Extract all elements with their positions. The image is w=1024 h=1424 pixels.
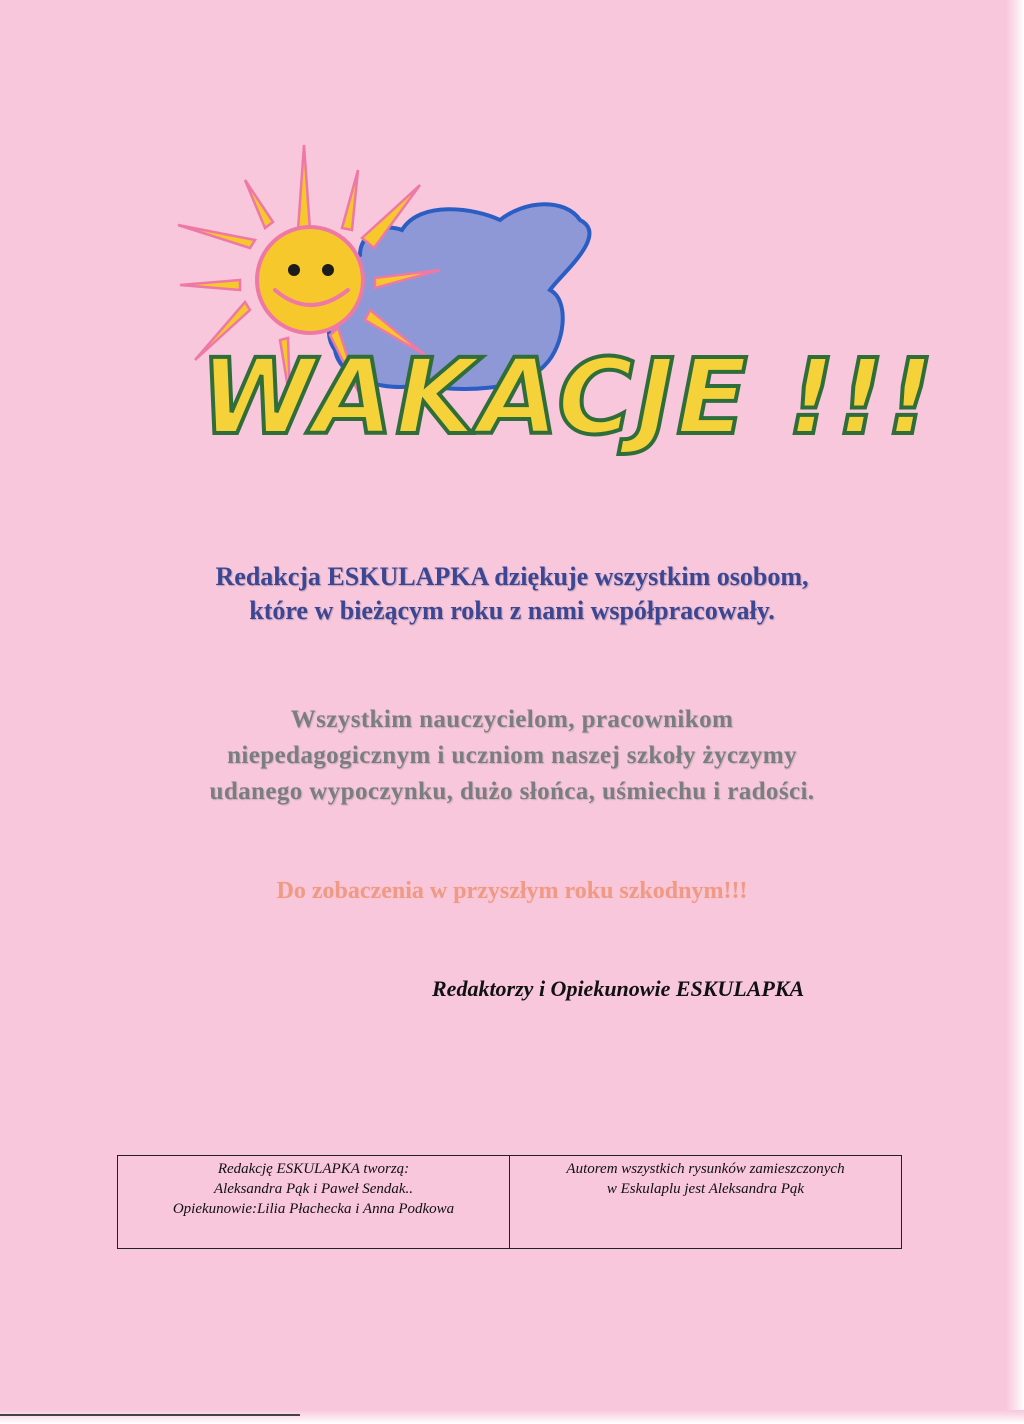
see-you-message: Do zobaczenia w przyszłym roku szkodnym!!!	[276, 878, 748, 904]
logo	[170, 130, 936, 500]
scan-edge-bottom	[0, 1410, 1024, 1424]
thanks-line-2: które w bieżącym roku z nami współpracowały.	[249, 596, 775, 625]
editors-line-1: Redakcję ESKULAPKA tworzą:	[217, 1161, 410, 1177]
thanks-line-1: Redakcja ESKULAPKA dziękuje wszystkim osobom,	[215, 562, 809, 591]
title-wakacje: WAKACJE !!!	[200, 336, 936, 458]
wishes-line-3: udanego wypoczynku, dużo słońca, uśmiechu i radości.	[209, 778, 815, 805]
wishes-line-1: Wszystkim nauczycielom, pracownikom	[290, 706, 734, 733]
illustrations-line-1: Autorem wszystkich rysunków zamieszczonych	[566, 1161, 845, 1177]
thanks-message	[0, 560, 1024, 628]
info-cell-illustrations	[510, 1156, 901, 1248]
wishes-message	[0, 702, 1024, 810]
editors-line-3: Opiekunowie:Lilia Płachecka i Anna Podkowa	[172, 1201, 455, 1217]
illustrations-line-2: w Eskulaplu jest Aleksandra Pąk	[606, 1181, 805, 1197]
wishes-line-2: niepedagogicznym i uczniom naszej szkoły życzymy	[227, 742, 797, 769]
editors-line-2: Aleksandra Pąk i Paweł Sendak..	[213, 1181, 414, 1197]
info-cell-editors	[118, 1156, 510, 1248]
signature: Redaktorzy i Opiekunowie ESKULAPKA	[432, 976, 805, 1001]
info-table	[117, 1155, 902, 1249]
scan-edge-right	[1006, 0, 1024, 1424]
